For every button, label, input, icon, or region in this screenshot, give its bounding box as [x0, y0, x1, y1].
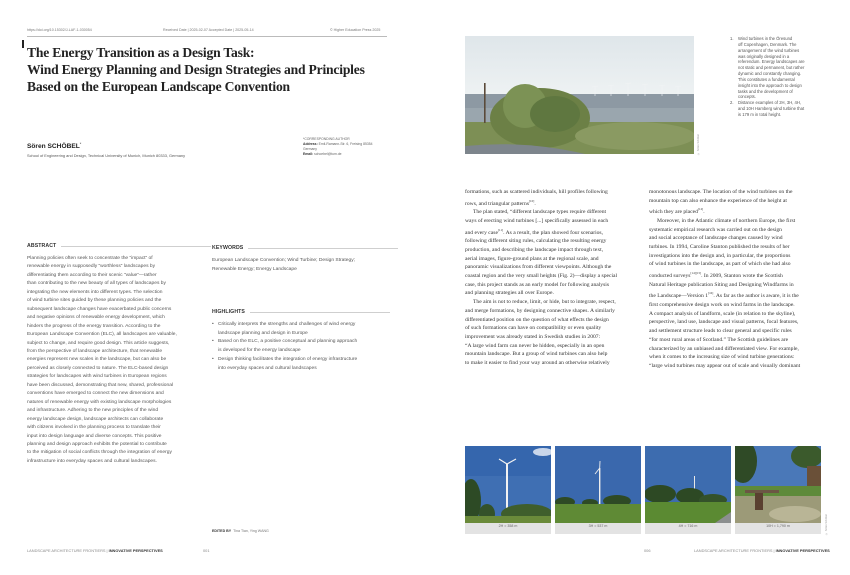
body-line	[649, 362, 835, 371]
body-line	[465, 359, 651, 368]
body-line	[465, 281, 651, 290]
body-line	[649, 217, 835, 226]
body-text: following different siting rules, calculating the resulting energy	[465, 238, 607, 245]
highlights-heading-text: HIGHLIGHTS	[212, 309, 245, 315]
author-mark: *	[79, 141, 82, 146]
body-line	[649, 243, 835, 252]
body-line	[465, 350, 651, 359]
body-text: characterized by an unbiased and differentiated view. For example,	[649, 345, 799, 352]
footer-journal-name: LANDSCAPE ARCHITECTURE FRONTIERS |	[27, 548, 109, 553]
section-rule	[61, 246, 211, 247]
figure-2-thumbnail	[465, 446, 551, 534]
body-text: which they are placed	[649, 209, 698, 216]
body-line	[649, 345, 835, 354]
body-line	[649, 269, 835, 281]
title-line: Wind Energy Planning and Design Strategies and Principles	[27, 62, 365, 77]
abstract-line: infrastructure into everyday spaces and cultural landscapes.	[27, 458, 157, 464]
highlight-line: landscape planning and design in Europe	[218, 330, 308, 336]
caption-line: Wind turbines in the Öresund	[738, 36, 793, 41]
caption-line: This constitutes a fundamental	[738, 76, 795, 82]
figure-2-thumbnail	[735, 446, 821, 534]
caption-line: is 179 m in total height.	[738, 111, 782, 117]
body-text: perspective, land use, landscape and visual patterns, focal features,	[649, 319, 799, 326]
address-label: Address:	[303, 141, 318, 146]
caption-line: arrangement of the wind turbines	[738, 47, 800, 53]
caption-line: concepts.	[738, 94, 756, 100]
body-line	[465, 272, 651, 281]
caption-line: tasks and the development of	[738, 88, 793, 94]
bullet-icon: •	[212, 322, 214, 327]
edited-by-label: EDITED BY	[212, 529, 232, 533]
body-text: improvement was already stated in Swedish studies in 2007:	[465, 333, 601, 340]
abstract-line: with citizens involved in the planning process to translate their	[27, 425, 161, 431]
body-text: production, and describing the landscape impact through text,	[465, 246, 604, 253]
highlight-line: Critically interprets the strengths and challenges of wind energy	[218, 322, 356, 327]
abstract-line: Planning policies often seek to concentrate the “impact” of	[27, 256, 153, 261]
body-text: when it comes to the increasing size of wind turbine generations:	[649, 354, 795, 361]
caption-item	[730, 36, 840, 100]
caption-line: Distance examples of 2H, 3H, 4H,	[738, 100, 802, 106]
body-line	[649, 336, 835, 345]
abstract-line: than contributing to the new beauty of all types of landscapes by	[27, 281, 166, 287]
body-text: coastal region and the very small heights (Fig. 2)—display a special	[465, 273, 618, 280]
caption-line: dynamic and constantly changing.	[738, 71, 802, 77]
body-text: investigations into the design and, in particular, the proportions	[649, 252, 791, 259]
abstract-line: energies represent new scales in the landscape, but can also be	[27, 357, 167, 363]
abstract-line: and negative opinions of renewable energy development, which	[27, 315, 165, 321]
body-line	[465, 342, 651, 351]
highlights-heading	[212, 309, 390, 315]
thumbnail-label: 2H = 358 m	[498, 524, 518, 528]
wind-turbine-photo-10h	[735, 446, 821, 523]
highlights-list	[212, 321, 417, 373]
abstract-line: have been discussed, demonstrating that new, shared, professional	[27, 382, 173, 388]
keywords-heading-text: KEYWORDS	[212, 245, 244, 251]
body-text: . In 2009, Stanton wrote the Scottish	[701, 273, 783, 280]
body-line	[465, 307, 651, 316]
body-text: and settlement structure leads to clear general and specific rules	[649, 328, 792, 335]
caption-text	[738, 100, 804, 118]
body-text: .	[534, 200, 536, 207]
body-line	[649, 310, 835, 319]
corresponding-author-block	[303, 137, 373, 157]
citation-link[interactable]: [14][15]	[690, 271, 702, 276]
body-line	[649, 252, 835, 261]
figure-2-thumbnail	[645, 446, 731, 534]
abstract-line: integrating the new elements into different types. The selection	[27, 289, 163, 295]
body-text: first comprehensive design work on wind farms in the landscape.	[649, 302, 795, 309]
citation-link[interactable]: [11]	[497, 227, 504, 232]
photo-credit: © Sören Schöbel	[697, 134, 700, 155]
photo-credit-thumbnails: © Sören Schöbel	[825, 514, 828, 535]
author-name-text: Sören SCHÖBEL	[27, 143, 80, 151]
abstract-line: energy landscape design, landscape architects can collaborate	[27, 416, 164, 422]
body-line	[465, 208, 651, 217]
section-rule	[250, 312, 390, 313]
abstract-line: strategies for landscapes with wind turbines in European regions	[27, 374, 167, 380]
body-line	[649, 205, 835, 217]
body-line	[649, 318, 835, 327]
abstract-line: renewable energy in supposedly “worthless” landscapes by	[27, 264, 156, 270]
body-text: panoramic visualizations from different viewpoints. Although the	[465, 264, 612, 271]
body-text: differentiated position on the question of what effects the design	[465, 316, 609, 323]
body-text: and planning strategies all over Europe.	[465, 290, 554, 297]
body-line	[649, 301, 835, 310]
copyright: © Higher Education Press 2025	[330, 28, 381, 32]
highlight-text	[218, 338, 357, 355]
caption-line: was originally designed in a	[738, 53, 790, 59]
page-number-left: 001	[203, 548, 210, 553]
body-line	[649, 353, 835, 362]
caption-number: 2.	[730, 100, 734, 106]
keywords-list	[212, 257, 412, 274]
highlight-line: Design thinking facilitates the integration of energy infrastructure	[218, 356, 358, 362]
email-link[interactable]: schoebel@tum.de	[314, 151, 342, 156]
figure-1-photo-oresund-wind-turbines	[465, 36, 694, 154]
footer-journal-right	[694, 548, 830, 553]
wind-turbine-photo-4h	[645, 446, 731, 523]
body-line	[465, 263, 651, 272]
body-line	[465, 298, 651, 307]
abstract-line: European Landscape Convention (ELC), all landscapes are valuable,	[27, 332, 177, 338]
body-text: and every case	[465, 229, 498, 236]
body-text: formations, such as scattered individuals, hill profiles following	[465, 189, 608, 195]
edited-by	[212, 529, 269, 533]
body-line	[649, 281, 835, 290]
section-rule	[248, 248, 398, 249]
abstract-text	[27, 255, 204, 466]
body-line	[465, 316, 651, 325]
title-line: Based on the European Landscape Convention	[27, 79, 290, 94]
body-line	[465, 255, 651, 264]
caption-line: not static and permanent, but rather	[738, 65, 805, 71]
highlight-item	[212, 321, 417, 338]
author-affiliation: School of Engineering and Design, Technical University of Munich, Munich 80333, Germany	[27, 153, 186, 158]
body-text: aerial images, figure-ground plans at the regional scale, and	[465, 255, 599, 262]
highlight-text	[218, 356, 357, 373]
footer-journal-left	[27, 548, 163, 553]
footer-section-name: INNOVATIVE PERSPECTIVES	[108, 548, 163, 553]
footer-section-name: INNOVATIVE PERSPECTIVES	[775, 548, 830, 553]
body-text: monotonous landscape. The location of the wind turbines on the	[649, 189, 793, 195]
body-text: of such formations can have on compatibility or even quality	[465, 325, 602, 332]
wind-turbine-photo-2h	[465, 446, 551, 523]
abstract-line: from the perspective of landscape architecture, that renewable	[27, 348, 163, 354]
abstract-heading-text: ABSTRACT	[27, 243, 57, 249]
caption-number: 1.	[730, 36, 734, 41]
bullet-icon: •	[212, 356, 214, 362]
email-label: Email:	[303, 151, 314, 156]
body-text: Natural Heritage publication Siting and Designing Windfarms in	[649, 281, 794, 288]
body-text: .	[703, 209, 705, 216]
keywords-line: European Landscape Convention; Wind Turbine; Design Strategy;	[212, 258, 356, 263]
body-text: and merge formations, by designing connective shapes. A similarly	[465, 307, 615, 314]
body-text: turbines. In 1994, Caroline Stanton published the results of her	[649, 244, 790, 251]
author-name	[27, 141, 81, 150]
highlight-text	[218, 321, 355, 338]
keywords-line: Renewable Energy; Energy Landscape	[212, 266, 297, 272]
abstract-heading	[27, 243, 211, 249]
figure-caption	[730, 36, 840, 118]
abstract-line: natures of renewable energy with existing landscape morphologies	[27, 399, 172, 405]
body-line	[465, 333, 651, 342]
body-text: Moreover, in the Atlantic climate of northern Europe, the first	[657, 217, 796, 224]
body-text: conducted surveys	[649, 273, 691, 280]
body-line	[649, 289, 835, 301]
body-text: to make it easier to find your way around an otherwise relatively	[465, 360, 610, 367]
title-line: The Energy Transition as a Design Task:	[27, 45, 255, 60]
citation-link[interactable]: [12]	[697, 207, 704, 212]
body-line	[465, 237, 651, 246]
body-line	[649, 197, 835, 206]
header-rule	[27, 36, 387, 37]
footer-journal-name: LANDSCAPE ARCHITECTURE FRONTIERS |	[694, 548, 776, 553]
address: Emil-Ramann-Str. 6, Freising 85354	[318, 141, 373, 146]
caption-line: and 10H Hamberg wind turbine that	[738, 106, 805, 112]
abstract-line: and infrastructure. Adhering to the new principles of the wind	[27, 408, 159, 414]
body-text: . As far as the author is aware, it is the	[713, 293, 799, 300]
body-line	[649, 327, 835, 336]
caption-item	[730, 100, 840, 118]
thumbnail-label: 4H = 716 m	[678, 524, 698, 528]
abstract-line: differentiating them according to their scenic “value”—rather	[27, 272, 157, 278]
body-line	[465, 324, 651, 333]
highlight-item	[212, 338, 417, 355]
highlight-line: is developed for the energy landscape	[218, 348, 301, 354]
abstract-line: subject to change, and require good design. This article suggests,	[27, 340, 170, 346]
abstract-line: to the mitigation of social conflicts through the integration of energy	[27, 450, 172, 456]
doi-link[interactable]: https://doi.org/10.15302/J-LAF-1-030054	[27, 28, 92, 32]
body-text: The aim is not to reduce, limit, or hide, but to integrate, respect,	[473, 299, 616, 306]
body-text: case, this project stands as an early model for following analysis	[465, 281, 610, 288]
body-line	[649, 226, 835, 235]
body-line	[649, 188, 835, 197]
thumbnail-label: 3H = 537 m	[588, 524, 608, 528]
body-text: “for most rural areas of Scotland.” The Scottish guidelines are	[649, 336, 789, 343]
body-text-column-2	[649, 188, 835, 371]
bullet-icon: •	[212, 339, 214, 345]
body-line	[465, 197, 651, 209]
caption-line: insight into the approach to design	[738, 82, 802, 88]
body-line	[465, 188, 651, 197]
abstract-line: perceived as closely connected to nature. The ELC-based design	[27, 365, 169, 371]
body-text: A compact analysis of landform, scale (in relation to the skyline),	[649, 310, 796, 317]
offshore-wind-photo-illustration	[465, 36, 694, 154]
wind-turbine-photo-3h	[555, 446, 641, 523]
abstract-line: hinders the progress of the energy transition. According to the	[27, 323, 161, 329]
article-title	[27, 44, 407, 95]
abstract-line: input into design language and diverse concepts. This positive	[27, 433, 162, 439]
body-line	[465, 289, 651, 298]
citation-link[interactable]: [10]	[529, 198, 535, 203]
figure-2-thumbnail	[555, 446, 641, 534]
body-text-column-1	[465, 188, 651, 368]
caption-text	[738, 36, 805, 100]
citation-link[interactable]: [16]	[708, 291, 714, 296]
body-text: mountain top can also enhance the experience of the height at	[649, 197, 787, 204]
body-text: ways of erecting wind turbines [...] specifically assessed in each	[465, 217, 609, 224]
corresponding-heading: *CORRESPONDING AUTHOR	[303, 137, 350, 141]
highlight-item	[212, 356, 417, 373]
body-text: and social acceptance of landscape changes caused by wind	[649, 235, 783, 242]
body-line	[465, 226, 651, 238]
body-line	[649, 234, 835, 243]
body-text: rows, and triangular patterns	[465, 200, 529, 207]
caption-line: referendum. Energy landscapes are	[738, 59, 805, 65]
abstract-line: of wind turbine sites guided by these planning policies and the	[27, 298, 162, 304]
thumbnail-label: 10H = 1,790 m	[766, 524, 790, 528]
body-text: of wind turbines in the landscape, as part of which she had also	[649, 261, 791, 268]
abstract-line: planning and design approach exhibits the potential to contribute	[27, 441, 167, 447]
body-line	[649, 260, 835, 269]
body-text: “large wind turbines may appear out of scale and visually dominant	[649, 362, 801, 369]
body-text: “A large wind farm can never be hidden, especially in an open	[465, 342, 605, 349]
body-line	[465, 217, 651, 226]
title-marker	[22, 40, 24, 48]
body-text: systematic empirical research was carried out on the design	[649, 226, 782, 233]
address-country: Germany	[303, 146, 317, 151]
body-text: the Landscape—Version 1	[649, 293, 709, 300]
received-accepted-dates: Received Date | 2025-02-07 Accepted Date | 2025-05-14	[163, 28, 254, 32]
body-text: The plan stated, “different landscape types require different	[473, 209, 607, 216]
abstract-line: subsequent landscape changes have exacerbated public concerns	[27, 306, 172, 312]
page-number-right: 006	[644, 548, 651, 553]
edited-by-names: Tina Tian, Ying WANG	[233, 529, 269, 533]
body-text: . As a result, the plan showed four scenarios,	[503, 229, 604, 236]
keywords-heading	[212, 245, 398, 251]
body-line	[465, 246, 651, 255]
body-text: mountain landscape. But a group of wind turbines can also help	[465, 351, 608, 358]
abstract-line: conventions have emerged to connect the new dimensions and	[27, 391, 164, 397]
highlight-line: into everyday spaces and cultural landscapes	[218, 365, 317, 371]
caption-line: off Copenhagen, Denmark. The	[738, 41, 797, 47]
highlight-line: Based on the ELC, a positive conceptual and planning approach	[218, 339, 358, 345]
